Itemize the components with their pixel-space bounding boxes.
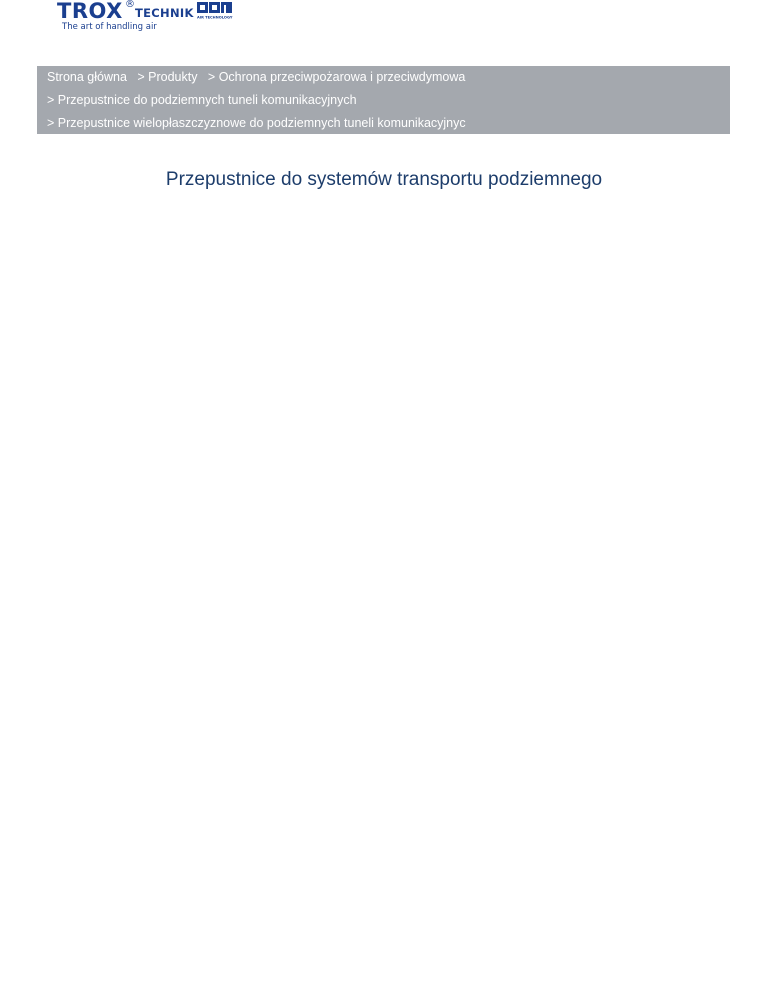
breadcrumb-item-fire-protection[interactable]: Ochrona przeciwpożarowa i przeciwdymowa [218, 70, 466, 84]
logo-tagline: The art of handling air [62, 22, 157, 32]
breadcrumb [37, 66, 730, 134]
logo-technik: TECHNIK [135, 6, 194, 20]
breadcrumb-separator: > [137, 70, 145, 84]
hgh-logo-mark-icon [197, 2, 233, 20]
breadcrumb-line-2 [47, 92, 357, 108]
breadcrumb-item-multi-blade-dampers[interactable]: Przepustnice wielopłaszczyznowe do podziemnych tuneli komunikacyjnyc [57, 116, 466, 130]
breadcrumb-separator: > [47, 93, 55, 107]
breadcrumb-item-products[interactable]: Produkty [148, 70, 198, 84]
logo-mark-text: AIR TECHNOLOGY [197, 15, 233, 20]
trox-logo[interactable] [57, 0, 257, 36]
breadcrumb-separator: > [47, 116, 55, 130]
breadcrumb-item-home[interactable]: Strona główna [47, 70, 127, 84]
breadcrumb-line-3 [47, 115, 466, 131]
breadcrumb-separator: > [207, 70, 216, 84]
logo-registered-mark: ® [125, 0, 135, 10]
logo-brand: TROX [57, 0, 123, 23]
page-title: Przepustnice do systemów transportu podziemnego [165, 169, 603, 190]
breadcrumb-line-1 [47, 69, 465, 85]
breadcrumb-item-tunnel-dampers[interactable]: Przepustnice do podziemnych tuneli komunikacyjnych [57, 93, 357, 107]
